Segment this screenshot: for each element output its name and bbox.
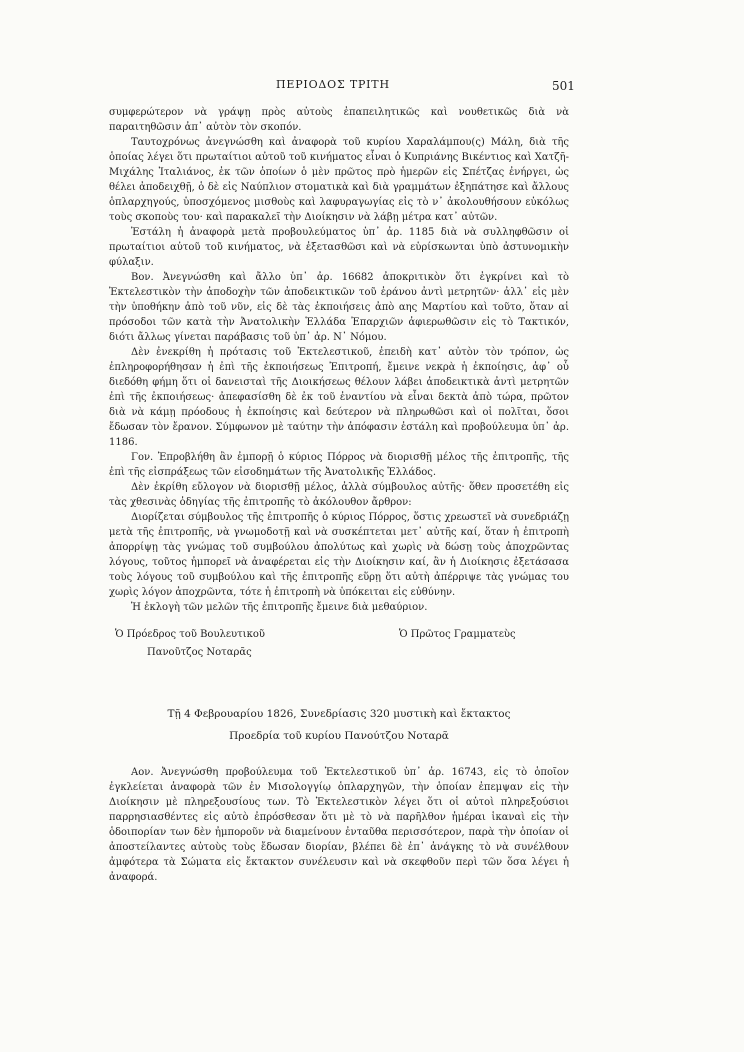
paragraph: Γον. Ἐπροβλήθη ἂν ἐμπορῇ ὁ κύριος Πόρρος νὰ διορισθῇ μέλος τῆς ἐπιτροπῆς, τῆς ἐπὶ τῆς εἰσπράξεως τῶν εἰσοδημάτων τῆς Ἀνατολικῆς Ἑλλάδος. <box>109 452 569 478</box>
paragraph: Ταυτοχρόνως ἀνεγνώσθη καὶ ἀναφορὰ τοῦ κυρίου Χαραλάμπου(ς) Μάλη, διὰ τῆς ὁποίας λέγει ὅτι πρωταίτιοι αὐτοῦ τοῦ κινήματος εἶναι ὁ Κυπριάνης Βικέντιος καὶ Χατζῆ-Μιχάλης Ἰταλιάνος, ἐκ τῶν ὁποίων ὁ μὲν πρῶτος πρὸ ἡμερῶν εἰς Σπέτζας ἐνήργει, ὡς θέλει ἀποδειχθῇ, ὁ δὲ εἰς Ναύπλιον στοματικὰ καὶ διὰ γραμμάτων ἐξηπάτησε καὶ ἄλλους ὁπλαρχηγούς, ὑποσχόμενος μισθοὺς καὶ λαφυραγωγίας εἰς τὸ ν᾽ ἀκολουθήσουν εὐκόλως τοὺς σκοποὺς του· καὶ παρακαλεῖ τὴν Διοίκησιν νὰ λάβῃ μέτρα κατ᾽ αὐτῶν. <box>109 137 569 223</box>
page-header <box>0 78 744 98</box>
quoted-article: Διορίζεται σύμβουλος τῆς ἐπιτροπῆς ὁ κύριος Πόρρος, ὅστις χρεωστεῖ νὰ συνεδριάζῃ μετὰ τῆς ἐπιτροπῆς, νὰ γνωμοδοτῇ καὶ νὰ συσκέπτεται μετ᾽ αὐτῆς καί, ὅταν ἡ ἐπιτροπὴ ἀπορρίψῃ τὰς γνώμας τοῦ συμβούλου ἀπολύτως καὶ χωρὶς νὰ δώσῃ τοὺς ἀποχρῶντας λόγους, τοῦτος ἠμπορεῖ νὰ ἀναφέρεται εἰς τὴν Διοίκησιν καί, ἂν ἡ Διοίκησις ἐξετάσασα τοὺς λόγους τοῦ συμβούλου καὶ τῆς ἐπιτροπῆς εὕρῃ ὅτι αὐτὴ ἀπέρριψε τὰς γνώμας του χωρὶς λόγον ἀποχρῶντα, τότε ἡ ἐπιτροπὴ νὰ ὑπόκειται εἰς εὐθύνην. <box>109 512 569 598</box>
paragraph: Δὲν ἐκρίθη εὔλογον νὰ διορισθῇ μέλος, ἀλλὰ σύμβουλος αὐτῆς· ὅθεν προσετέθη εἰς τὰς χθεσινὰς ὁδηγίας τῆς ἐπιτροπῆς τὸ ἀκόλουθον ἄρθρον: <box>109 482 569 508</box>
paragraph: Αον. Ἀνεγνώσθη προβούλευμα τοῦ Ἐκτελεστικοῦ ὑπ᾽ ἀρ. 16743, εἰς τὸ ὁποῖον ἐγκλείεται ἀναφορὰ τῶν ἐν Μισολογγίῳ ὁπλαρχηγῶν, τὴν ὁποίαν ἐπεμψαν εἰς τὴν Διοίκησιν μὲ πληρεξουσίους των. Τὸ Ἐκτελεστικὸν λέγει ὅτι οἱ αὐτοὶ πληρεξούσιοι παρρησιασθέντες εἰς αὐτὸ ἐπρόσθεσαν ὅτι μὲ τὸ νὰ παρῆλθον ἡμέραι ἱκαναὶ εἰς τὴν ὁδοιπορίαν των δὲν ἠμποροῦν νὰ διαμείνουν ἐνταῦθα περισσότερον, παρὰ τὴν ὁποίαν οἱ ἀποστείλαντες αὐτοὺς τοὺς ἔδωσαν διορίαν, βλέπει δὲ ἐπ᾽ ἀνάγκης τὸ νὰ συνέλθουν ἀμφότερα τὰ Σώματα εἰς ἔκτακτον συνέλευσιν καὶ νὰ σκεφθοῦν περὶ τῶν ὅσα λέγει ἡ ἀναφορά. <box>109 767 569 883</box>
paragraph: Δὲν ἐνεκρίθη ἡ πρότασις τοῦ Ἐκτελεστικοῦ, ἐπειδὴ κατ᾽ αὐτὸν τὸν τρόπον, ὡς ἐπληροφορήθησαν ἡ ἐπὶ τῆς ἐκποιήσεως Ἐπιτροπή, ἔμεινε νεκρὰ ἡ ἐκποίησις, ἀφ᾽ οὗ διεδόθη φήμη ὅτι οἱ δανεισταὶ τῆς Διοικήσεως θέλουν λάβει ἀποδεικτικὰ ἀντὶ μετρητῶν ἐπὶ τῆς ἐκποιήσεως· ἀπεφασίσθη δὲ ἐκ τοῦ ἐναντίου νὰ εἶναι δεκτὰ ἀπὸ τώρα, πρῶτον διὰ νὰ κάμῃ πρόοδους ἡ ἐκποίησις καὶ δεύτερον νὰ πληρωθῶσι καὶ οἱ πολῖται, ὅσοι ἔδωσαν τὸν ἔρανον. Σύμφωνον μὲ ταύτην τὴν ἀπόφασιν ἐστάλη καὶ προβούλευμα ὑπ᾽ ἀρ. 1186. <box>109 347 569 448</box>
signature-left-name: Πανοῦτζος Νοταρᾶς <box>147 647 252 658</box>
paragraph: Ἡ ἐκλογὴ τῶν μελῶν τῆς ἐπιτροπῆς ἔμεινε διὰ μεθαύριον. <box>131 602 428 613</box>
session-body <box>109 765 569 885</box>
session-heading-block <box>109 703 569 747</box>
signature-left-title: Ὁ Πρόεδρος τοῦ Βουλευτικοῦ <box>115 629 265 640</box>
session-heading: Τῇ 4 Φεβρουαρίου 1826, Συνεδρίασις 320 μυστικὴ καὶ ἔκτακτος <box>167 708 511 720</box>
page-number: 501 <box>552 79 575 93</box>
signature-right-title: Ὁ Πρῶτος Γραμματεὺς <box>399 629 516 640</box>
paragraph: Ἐστάλη ἡ ἀναφορὰ μετὰ προβουλεύματος ὑπ᾽ ἀρ. 1185 διὰ νὰ συλληφθῶσιν οἱ πρωταίτιοι αὐτοῦ τοῦ κινήματος, νὰ ἐξετασθῶσι καὶ νὰ εὑρίσκωνται ὑπὸ ἀστυνομικὴν φύλαξιν. <box>109 227 569 268</box>
session-presidency: Προεδρία τοῦ κυρίου Πανούτζου Νοταρᾶ <box>229 730 449 742</box>
paragraph: Βον. Ἀνεγνώσθη καὶ ἄλλο ὑπ᾽ ἀρ. 16682 ἀποκριτικὸν ὅτι ἐγκρίνει καὶ τὸ Ἐκτελεστικὸν τὴν ἀποδοχὴν τῶν ἀποδεικτικῶν τοῦ ἐράνου ἀντὶ μετρητῶν· ἀλλ᾽ εἰς μὲν τὴν ὑποθήκην ἀπὸ τοῦ νῦν, εἰς δὲ τὰς ἐκποιήσεις ἀπὸ αης Μαρτίου καὶ τοῦτο, ὅταν αἱ πρόσοδοι τῶν κατὰ τὴν Ἀνατολικὴν Ἑλλάδα Ἐπαρχιῶν ἀφιερωθῶσιν εἰς τὸ Τακτικόν, διότι ἄλλως γίνεται παράβασις τοῦ ὑπ᾽ ἀρ. Ν᾽ Νόμου. <box>109 272 569 343</box>
body-text <box>109 105 569 885</box>
signature-block <box>109 627 569 673</box>
paragraph: συμφερώτερον νὰ γράψῃ πρὸς αὐτοὺς ἐπαπειλητικῶς καὶ νουθετικῶς διὰ νὰ παραιτηθῶσιν ἀπ᾽ αὐτὸν τὸν σκοπόν. <box>109 107 569 133</box>
running-title: ΠΕΡΙΟΔΟΣ ΤΡΙΤΗ <box>276 78 390 91</box>
